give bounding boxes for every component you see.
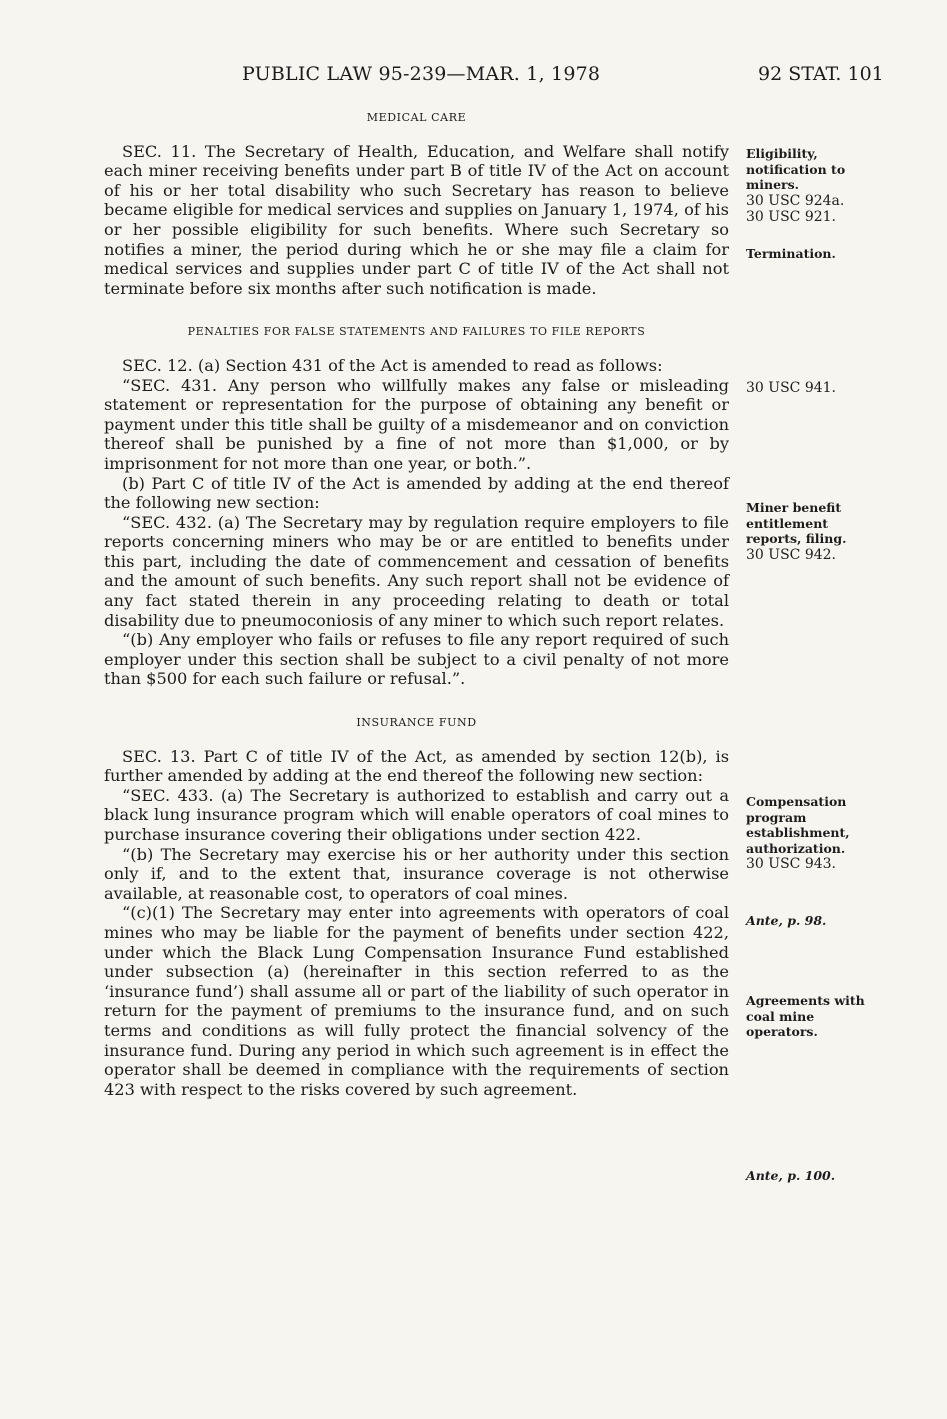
- margin-note-eligibility-text: Eligibility, notification to miners.: [746, 146, 846, 192]
- margin-note-agreements: Agreements with coal mine operators.: [746, 993, 865, 1039]
- page-header-stat: 92 STAT. 101: [758, 63, 884, 85]
- margin-note-compensation-text: Compensation program establishment, authorization.: [746, 794, 850, 856]
- heading-insurance-fund: INSURANCE FUND: [356, 716, 477, 730]
- paragraph-sec-433a: “SEC. 433. (a) The Secretary is authorized to establish and carry out a black lung insurance program which will enable operators of coal mines to purchase insurance covering their obligations under section 422.: [104, 785, 729, 844]
- paragraph-sec-13: SEC. 13. Part C of title IV of the Act, as amended by section 12(b), is further amended by adding at the end thereof the following new section:: [104, 746, 729, 786]
- paragraph-sec-432a: “SEC. 432. (a) The Secretary may by regulation require employers to file reports concerning miners who may be or are entitled to benefits under this part, including the date of commencement and cessation of benefits and the amount of such benefits. Any such report shall not be evidence of any fact stated therein in any proceeding relating to death or total disability due to pneumoconiosis of any miner to which such report relates.: [104, 512, 729, 630]
- margin-note-eligibility: [746, 146, 866, 225]
- paragraph-sec-431: “SEC. 431. Any person who willfully makes any false or misleading statement or representation for the purpose of obtaining any benefit or payment under this title shall be guilty of a misdemeanor and on conviction thereof shall be punished by a fine of not more than $1,000, or by imprisonment for not more than one year, or both.”.: [104, 375, 729, 473]
- heading-medical-care: MEDICAL CARE: [366, 111, 467, 124]
- paragraph-sec-11: SEC. 11. The Secretary of Health, Education, and Welfare shall notify each miner receiving benefits under part B of title IV of the Act on account of his or her total disability who such Secretary has reason to believe became eligible for medical services and supplies on January 1, 1974, of his or her possible eligibility for such benefits. Where such Secretary so notifies a miner, the period during which he or she may file a claim for medical services and supplies under part C of title IV of the Act shall not terminate before six months after such notification is made.: [104, 141, 729, 298]
- margin-note-sec12: [746, 380, 866, 396]
- margin-note-ref-941: 30 USC 941.: [746, 380, 836, 396]
- margin-note-compensation: [746, 794, 866, 872]
- paragraph-sec-433c: “(c)(1) The Secretary may enter into agreements with operators of coal mines who may be liable for the payment of benefits under section 422, under which the Black Lung Compensation Insurance Fund established under subsection (a) (hereinafter in this section referred to as the ‘insurance fund’) shall assume all or part of the liability of such operator in return for the payment of premiums to the insurance fund, and on such terms and conditions as will fully protect the financial solvency of the insurance fund. During any period in which such agreement is in effect the operator shall be deemed in compliance with the requirements of section 423 with respect to the risks covered by such agreement.: [104, 903, 729, 1099]
- margin-note-miner-benefit: [746, 500, 866, 563]
- margin-note-ante-98: Ante, p. 98.: [746, 913, 827, 928]
- heading-penalties: PENALTIES FOR FALSE STATEMENTS AND FAILURES TO FILE REPORTS: [187, 325, 646, 339]
- paragraph-sec-12a: SEC. 12. (a) Section 431 of the Act is amended to read as follows:: [122, 355, 663, 375]
- page-header-title: PUBLIC LAW 95-239—MAR. 1, 1978: [242, 63, 601, 85]
- margin-note-ref-921: 30 USC 921.: [746, 208, 836, 225]
- margin-note-ref-942: 30 USC 942.: [746, 546, 836, 563]
- body-column: [104, 108, 729, 1099]
- paragraph-sec-433b: “(b) The Secretary may exercise his or her authority under this section only if, and to the extent that, insurance coverage is not otherwise available, at reasonable cost, to operators of coal mines.: [104, 844, 729, 903]
- margin-note-ref-924a: 30 USC 924a.: [746, 192, 845, 209]
- paragraph-sec-12b: (b) Part C of title IV of the Act is amended by adding at the end thereof the following new section:: [104, 473, 729, 513]
- paragraph-sec-432b: “(b) Any employer who fails or refuses to file any report required of such employer under this section shall be subject to a civil penalty of not more than $500 for each such failure or refusal.”.: [104, 630, 729, 689]
- margin-note-ref-943: 30 USC 943.: [746, 856, 836, 872]
- margin-note-miner-benefit-text: Miner benefit entitlement reports, filing.: [746, 500, 847, 546]
- margin-note-ante-100: Ante, p. 100.: [746, 1168, 836, 1183]
- margin-note-termination: Termination.: [746, 246, 836, 261]
